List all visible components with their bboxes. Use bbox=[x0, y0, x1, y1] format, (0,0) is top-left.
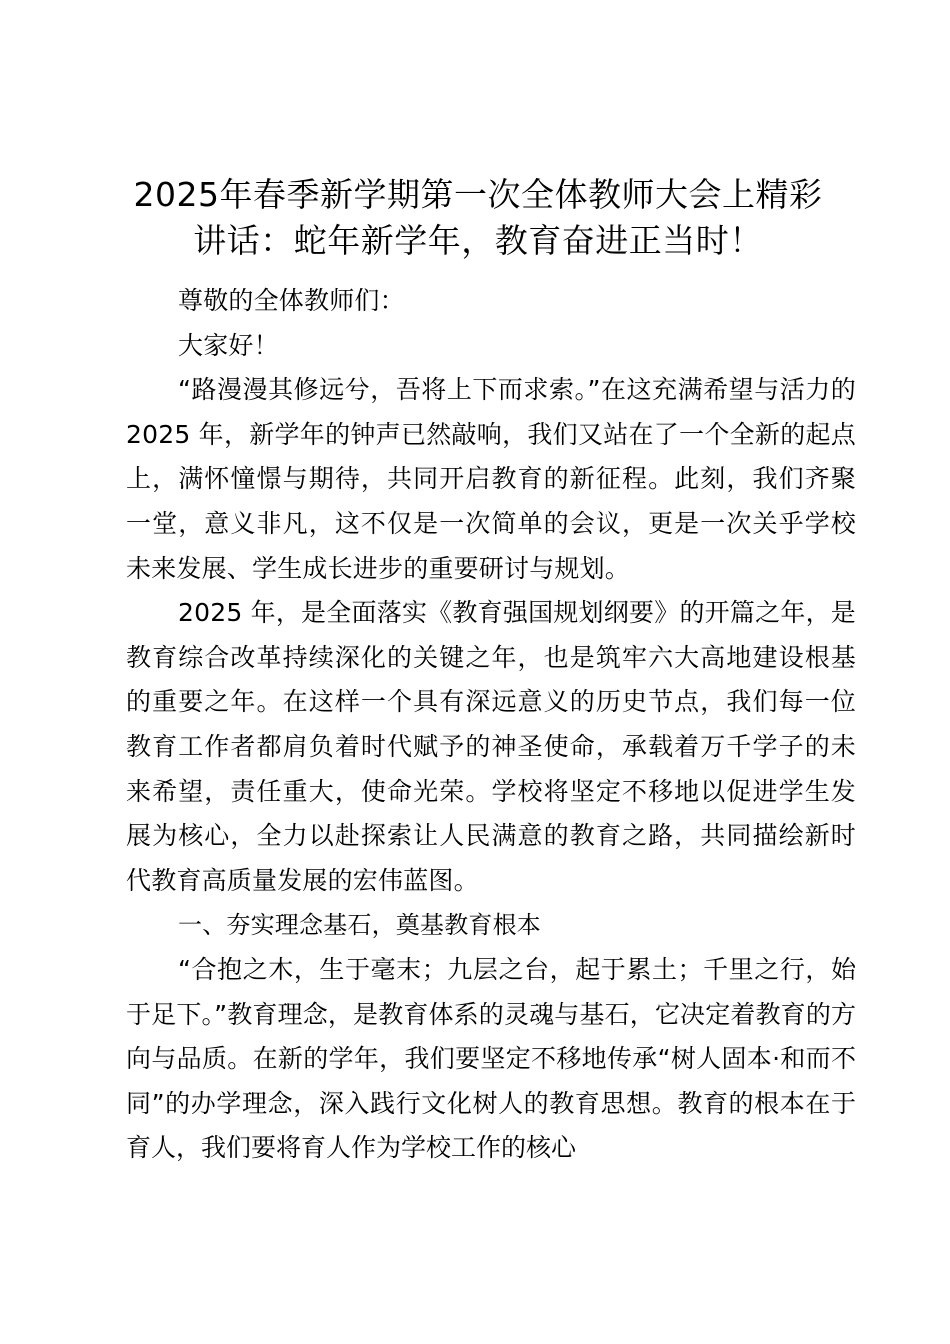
section-heading: 一、夯实理念基石，奠基教育根本 bbox=[178, 911, 541, 940]
context-paragraph: 2025 年，是全面落实《教育强国规划纲要》的开篇之年，是教育综合改革持续深化的关键之年，也是筑牢六大高地建设根基的重要之年。在这样一个具有深远意义的历史节点，我们每一位教育工作者都肩负着时代赋予的神圣使命，承载着万千学子的未来希望，责任重大，使命光荣。学校将坚定不移地以促进学生发展为核心，全力以赴探索让人民满意的教育之路，共同描绘新时代教育高质量发展的宏伟蓝图。 bbox=[126, 598, 856, 895]
document-title: 2025年春季新学期第一次全体教师大会上精彩讲话：蛇年新学年，教育奋进正当时！ bbox=[133, 175, 823, 260]
intro-paragraph: “路漫漫其修远兮，吾将上下而求索。”在这充满希望与活力的 2025 年，新学年的钟声已然敲响，我们又站在了一个全新的起点上，满怀憧憬与期待，共同开启教育的新征程。此刻，我们齐聚一堂，意义非凡，这不仅是一次简单的会议，更是一次关乎学校未来发展、学生成长进步的重要研讨与规划。 bbox=[126, 375, 856, 583]
document-body bbox=[126, 279, 856, 1171]
section-paragraph: “合抱之木，生于毫末；九层之台，起于累土；千里之行，始于足下。”教育理念，是教育体系的灵魂与基石，它决定着教育的方向与品质。在新的学年，我们要坚定不移地传承“树人固本·和而不同”的办学理念，深入践行文化树人的教育思想。教育的根本在于育人，我们要将育人作为学校工作的核心 bbox=[126, 954, 856, 1163]
greeting: 尊敬的全体教师们： bbox=[178, 286, 405, 315]
salutation: 大家好！ bbox=[178, 330, 279, 360]
